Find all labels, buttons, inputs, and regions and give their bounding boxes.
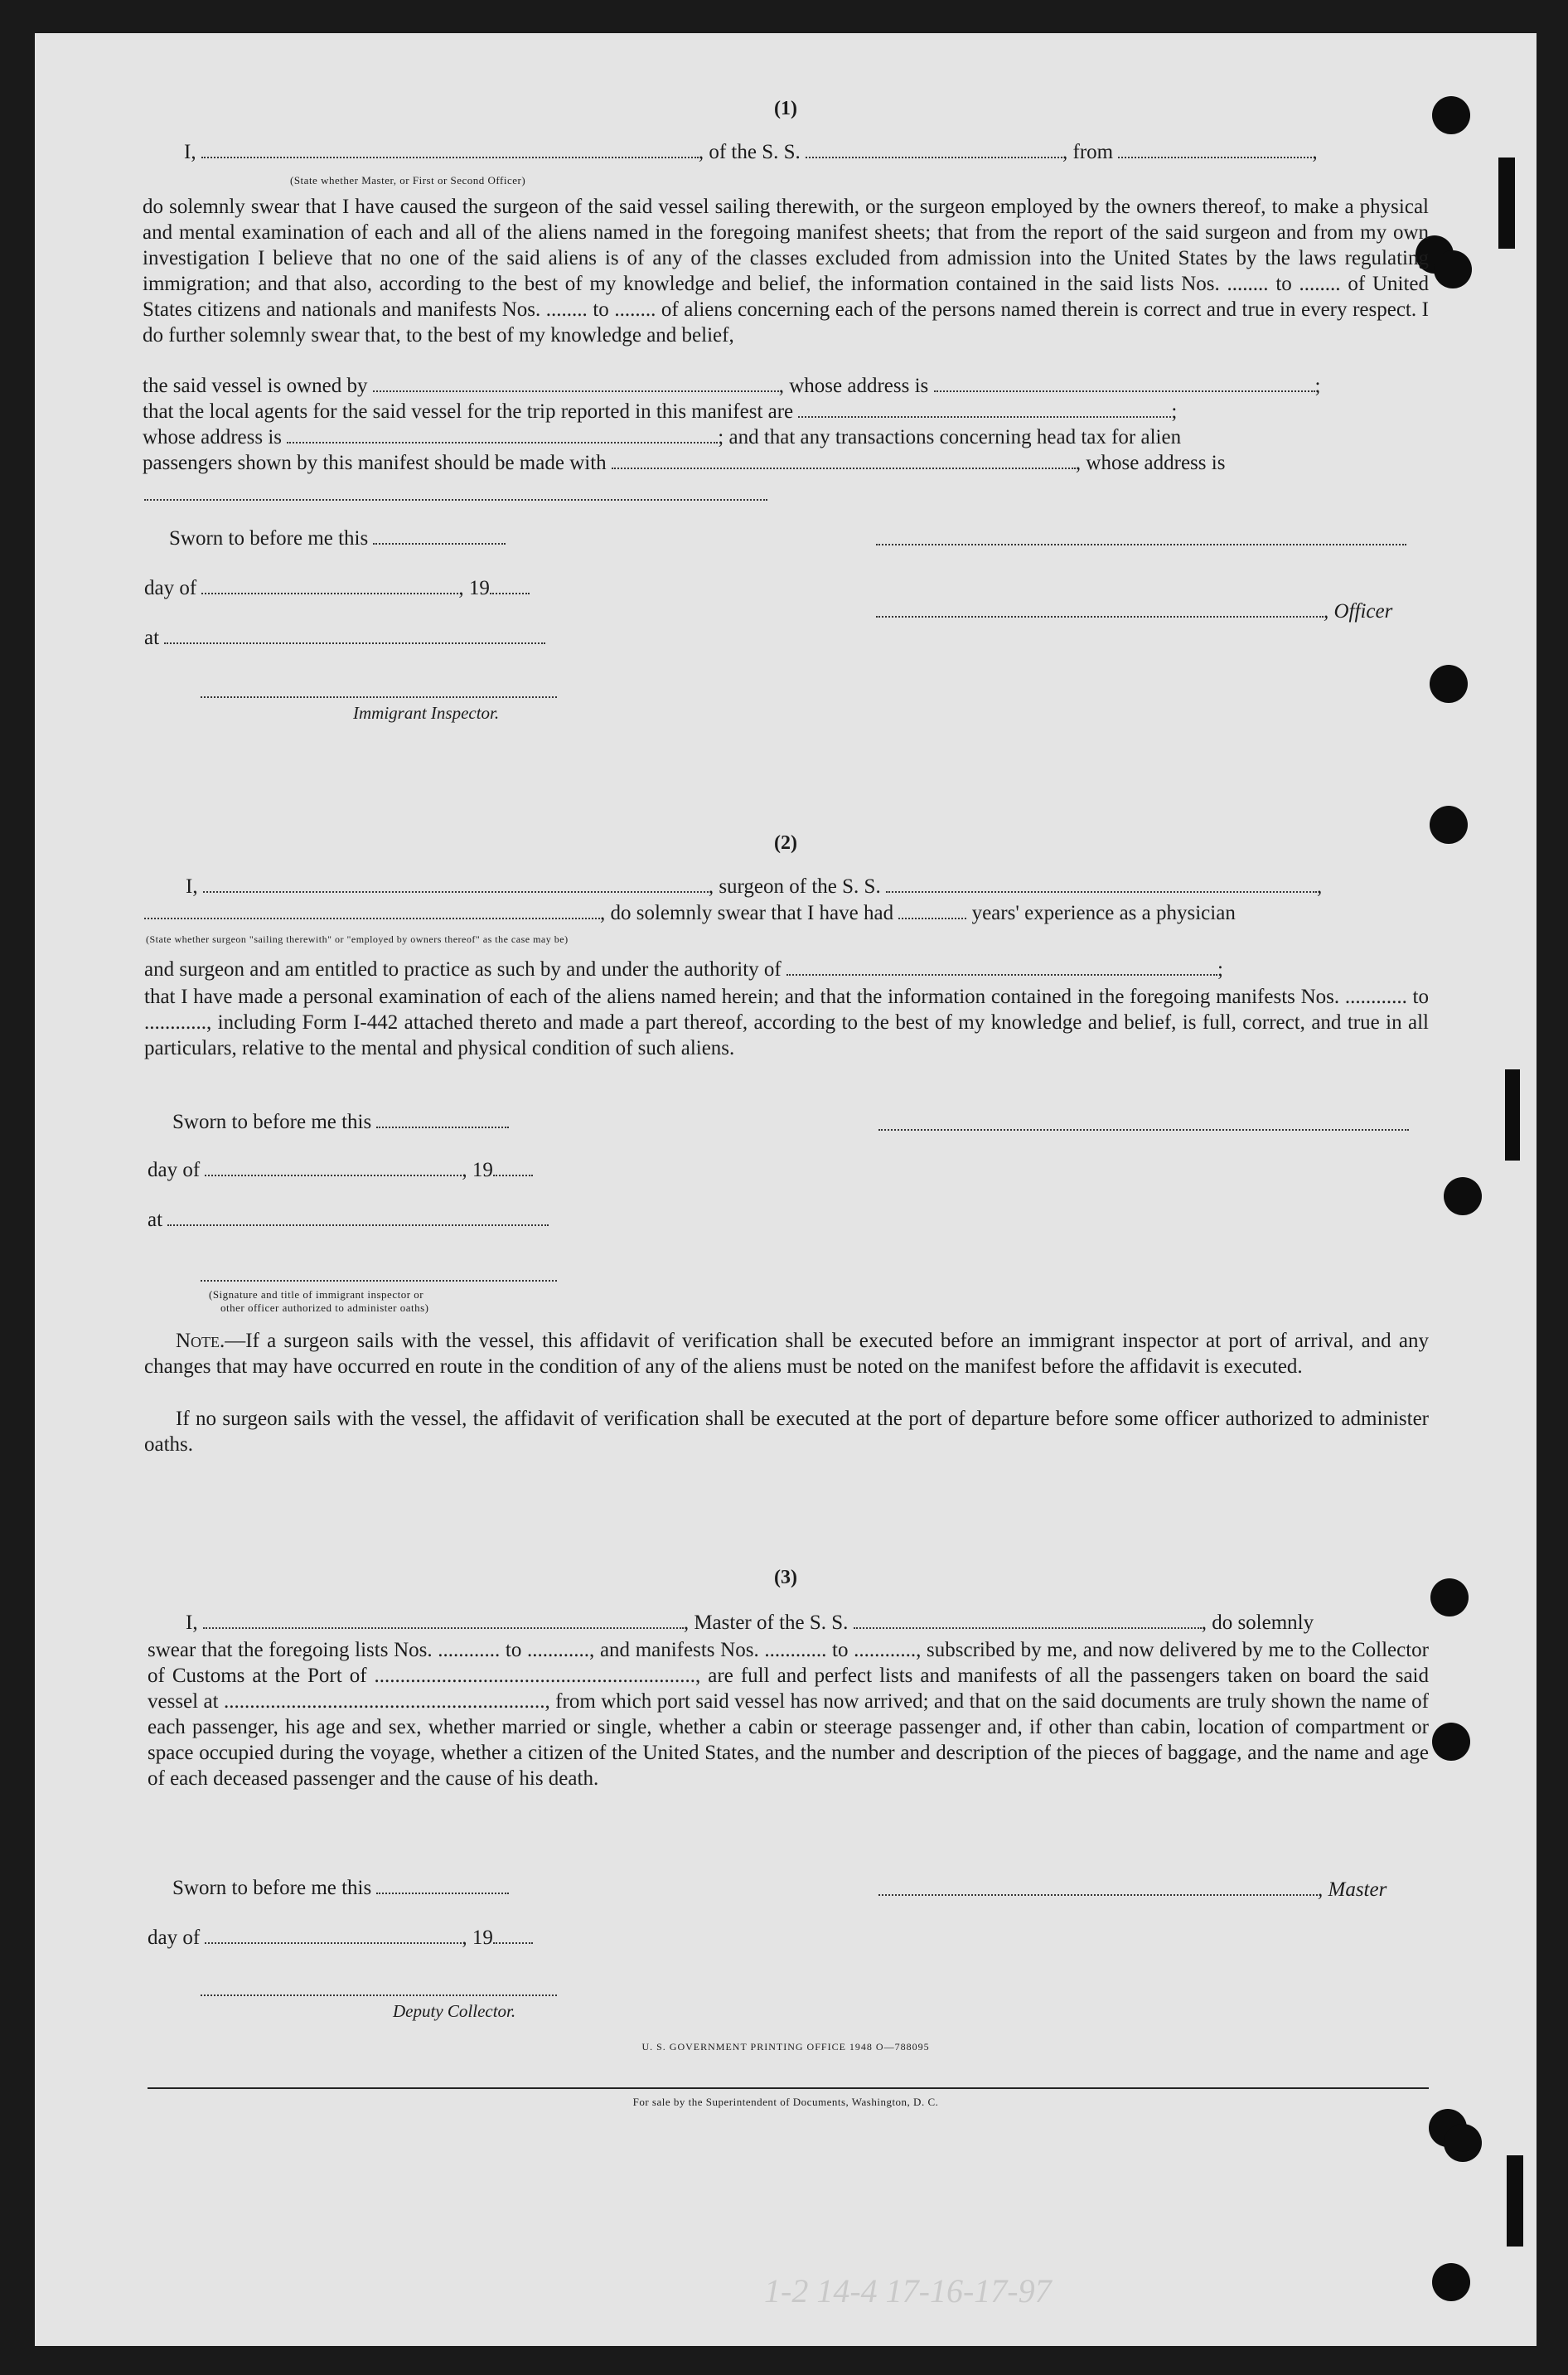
fill-blank[interactable] (490, 578, 530, 594)
fill-blank[interactable] (205, 1927, 462, 1944)
officer-signature-line[interactable] (878, 1129, 1409, 1131)
fill-blank[interactable] (493, 1927, 533, 1944)
section-1-number: (1) (774, 98, 797, 119)
fill-blank[interactable] (934, 376, 1315, 392)
fill-blank[interactable] (886, 876, 1317, 893)
punch-hole (1434, 250, 1472, 288)
officer-signature-line[interactable] (876, 544, 1406, 545)
inspector-signature-line[interactable] (201, 1280, 557, 1282)
s2-paragraph: that I have made a personal examination of each of the aliens named herein; and that the information contained in the foregoing manifests Nos. ............ to ............, including Form I-442 attached thereto and made a part thereof, according to the best of my knowledge and belief, is full, correct, and true in all particulars, relative to the mental and physical condition of such aliens. (144, 986, 1429, 1059)
s2-line1: I, , surgeon of the S. S. , (186, 875, 1323, 898)
s1-sworn: Sworn to before me this (169, 527, 506, 550)
edge-mark (1498, 158, 1515, 249)
fill-blank[interactable] (876, 601, 1324, 618)
fill-blank[interactable] (144, 499, 767, 501)
fill-blank[interactable] (164, 628, 545, 644)
s2-sig-note-1: (Signature and title of immigrant inspector or (209, 1288, 424, 1301)
fill-blank[interactable] (854, 1612, 1202, 1629)
fill-blank[interactable] (205, 1160, 462, 1176)
s1-passengers-line: passengers shown by this manifest should be made with , whose address is (143, 452, 1226, 474)
s1-owned-line: the said vessel is owned by , whose address is ; (143, 375, 1321, 397)
s3-paragraph: swear that the foregoing lists Nos. ............ to ............, and manifests Nos. ............ to ............, subscribed by me, and now delivered by me to the Collector of Customs at the Port of .............................................................., are full and perfect lists and manifests of all the passengers taken on board the said vessel at .............................................................., from which port said vessel has now arrived; and that on the said documents are truly shown the name of each passenger, his age and sex, whether married or single, whether a cabin or steerage passenger and, if other than cabin, location of compartment or space occupied during the voyage, whether a citizen of the United States, and the number and description of the pieces of baggage, and the name and age of each deceased passenger and the cause of his death. (148, 1639, 1429, 1790)
s1-agents-line: that the local agents for the said vessel for the trip reported in this manifest are ; (143, 400, 1178, 423)
fill-blank[interactable] (493, 1160, 533, 1176)
punch-hole (1444, 1177, 1482, 1215)
fill-blank[interactable] (898, 903, 966, 919)
section-2-number: (2) (774, 832, 797, 854)
s3-sworn: Sworn to before me this (172, 1877, 509, 1900)
s2-day-of: day of , 19 (148, 1159, 533, 1182)
s2-authority: and surgeon and am entitled to practice as such by and under the authority of ; (144, 958, 1223, 981)
fill-blank[interactable] (203, 876, 709, 893)
s2-note-paragraph-2: If no surgeon sails with the vessel, the affidavit of verification shall be executed at the port of departure before some officer authorized to administer oaths. (144, 1408, 1429, 1456)
form-page (35, 33, 1537, 2346)
inspector-signature-line[interactable] (201, 696, 557, 698)
fill-blank[interactable] (376, 1112, 509, 1128)
fill-blank[interactable] (806, 142, 1062, 158)
s3-master: , Master (878, 1878, 1387, 1902)
fill-blank[interactable] (798, 401, 1171, 418)
footer-rule (148, 2087, 1429, 2089)
s3-line1: I, , Master of the S. S. , do solemnly (186, 1612, 1314, 1634)
s2-note: (State whether surgeon "sailing therewith" or "employed by owners thereof" as the case may be) (146, 933, 569, 945)
master-signature-line[interactable] (878, 1879, 1318, 1896)
s1-at: at (144, 627, 545, 650)
s1-inspector: Immigrant Inspector. (353, 703, 500, 723)
fill-blank[interactable] (373, 528, 506, 545)
s2-at: at (148, 1209, 549, 1232)
s1-address-line: whose address is ; and that any transactions concerning head tax for alien (143, 426, 1182, 448)
printing-office-note: U. S. GOVERNMENT PRINTING OFFICE 1948 O—788095 (641, 2041, 930, 2053)
punch-hole (1432, 2263, 1470, 2301)
note-text: —If a surgeon sails with the vessel, this affidavit of verification shall be executed before an immigrant inspector at port of arrival, and any changes that may have occurred en route in the condition of any of the aliens must be noted on the manifest before the affidavit is executed. (144, 1330, 1429, 1378)
edge-mark (1507, 2155, 1523, 2247)
s2-line2: , do solemnly swear that I have had years' experience as a physician (144, 902, 1236, 925)
deputy-signature-line[interactable] (201, 1995, 557, 1996)
s1-paragraph: do solemnly swear that I have caused the surgeon of the said vessel sailing therewith, or the surgeon employed by the owners thereof, to make a physical and mental examination of each and all of the aliens named in the foregoing manifest sheets; that from the report of the said surgeon and from my own investigation I believe that no one of the said aliens is of any of the classes excluded from admission into the United States by the laws regulating immigration; and that also, according to the best of my knowledge and belief, the information contained in the said lists Nos. ........ to ........ of United States citizens and nationals and manifests Nos. ........ to ........ of aliens concerning each of the persons named therein is correct and true in every respect. I do further solemnly swear that, to the best of my knowledge and belief, (143, 196, 1429, 347)
fill-blank[interactable] (201, 578, 458, 594)
punch-hole (1432, 1723, 1470, 1761)
note-label: Note. (176, 1330, 225, 1352)
fill-blank[interactable] (167, 1209, 549, 1226)
s2-note-paragraph (144, 1328, 1429, 1379)
s3-deputy: Deputy Collector. (393, 2001, 516, 2021)
fill-blank[interactable] (203, 1612, 684, 1629)
fill-blank[interactable] (287, 427, 718, 443)
punch-hole (1430, 665, 1468, 703)
edge-mark (1505, 1069, 1520, 1161)
fill-blank[interactable] (1118, 142, 1312, 158)
handwritten-annotation: 1-2 14-4 17-16-17-97 (764, 2272, 1052, 2310)
s1-line1: I, , of the S. S. , from , (184, 141, 1318, 163)
s3-day-of: day of , 19 (148, 1927, 533, 1950)
punch-hole (1444, 2124, 1482, 2162)
s1-note: (State whether Master, or First or Second Officer) (290, 174, 526, 187)
sale-note: For sale by the Superintendent of Documents, Washington, D. C. (632, 2096, 939, 2108)
s1-day-of: day of , 19 (144, 577, 530, 600)
section-3-number: (3) (774, 1567, 797, 1588)
s2-sig-note-2: other officer authorized to administer oaths) (220, 1301, 429, 1314)
s1-officer: , Officer (876, 600, 1392, 623)
fill-blank[interactable] (786, 959, 1217, 976)
fill-blank[interactable] (373, 376, 779, 392)
s2-sworn: Sworn to before me this (172, 1111, 509, 1134)
fill-blank[interactable] (144, 903, 600, 919)
fill-blank[interactable] (201, 142, 699, 158)
fill-blank[interactable] (376, 1878, 509, 1894)
fill-blank[interactable] (612, 453, 1076, 469)
